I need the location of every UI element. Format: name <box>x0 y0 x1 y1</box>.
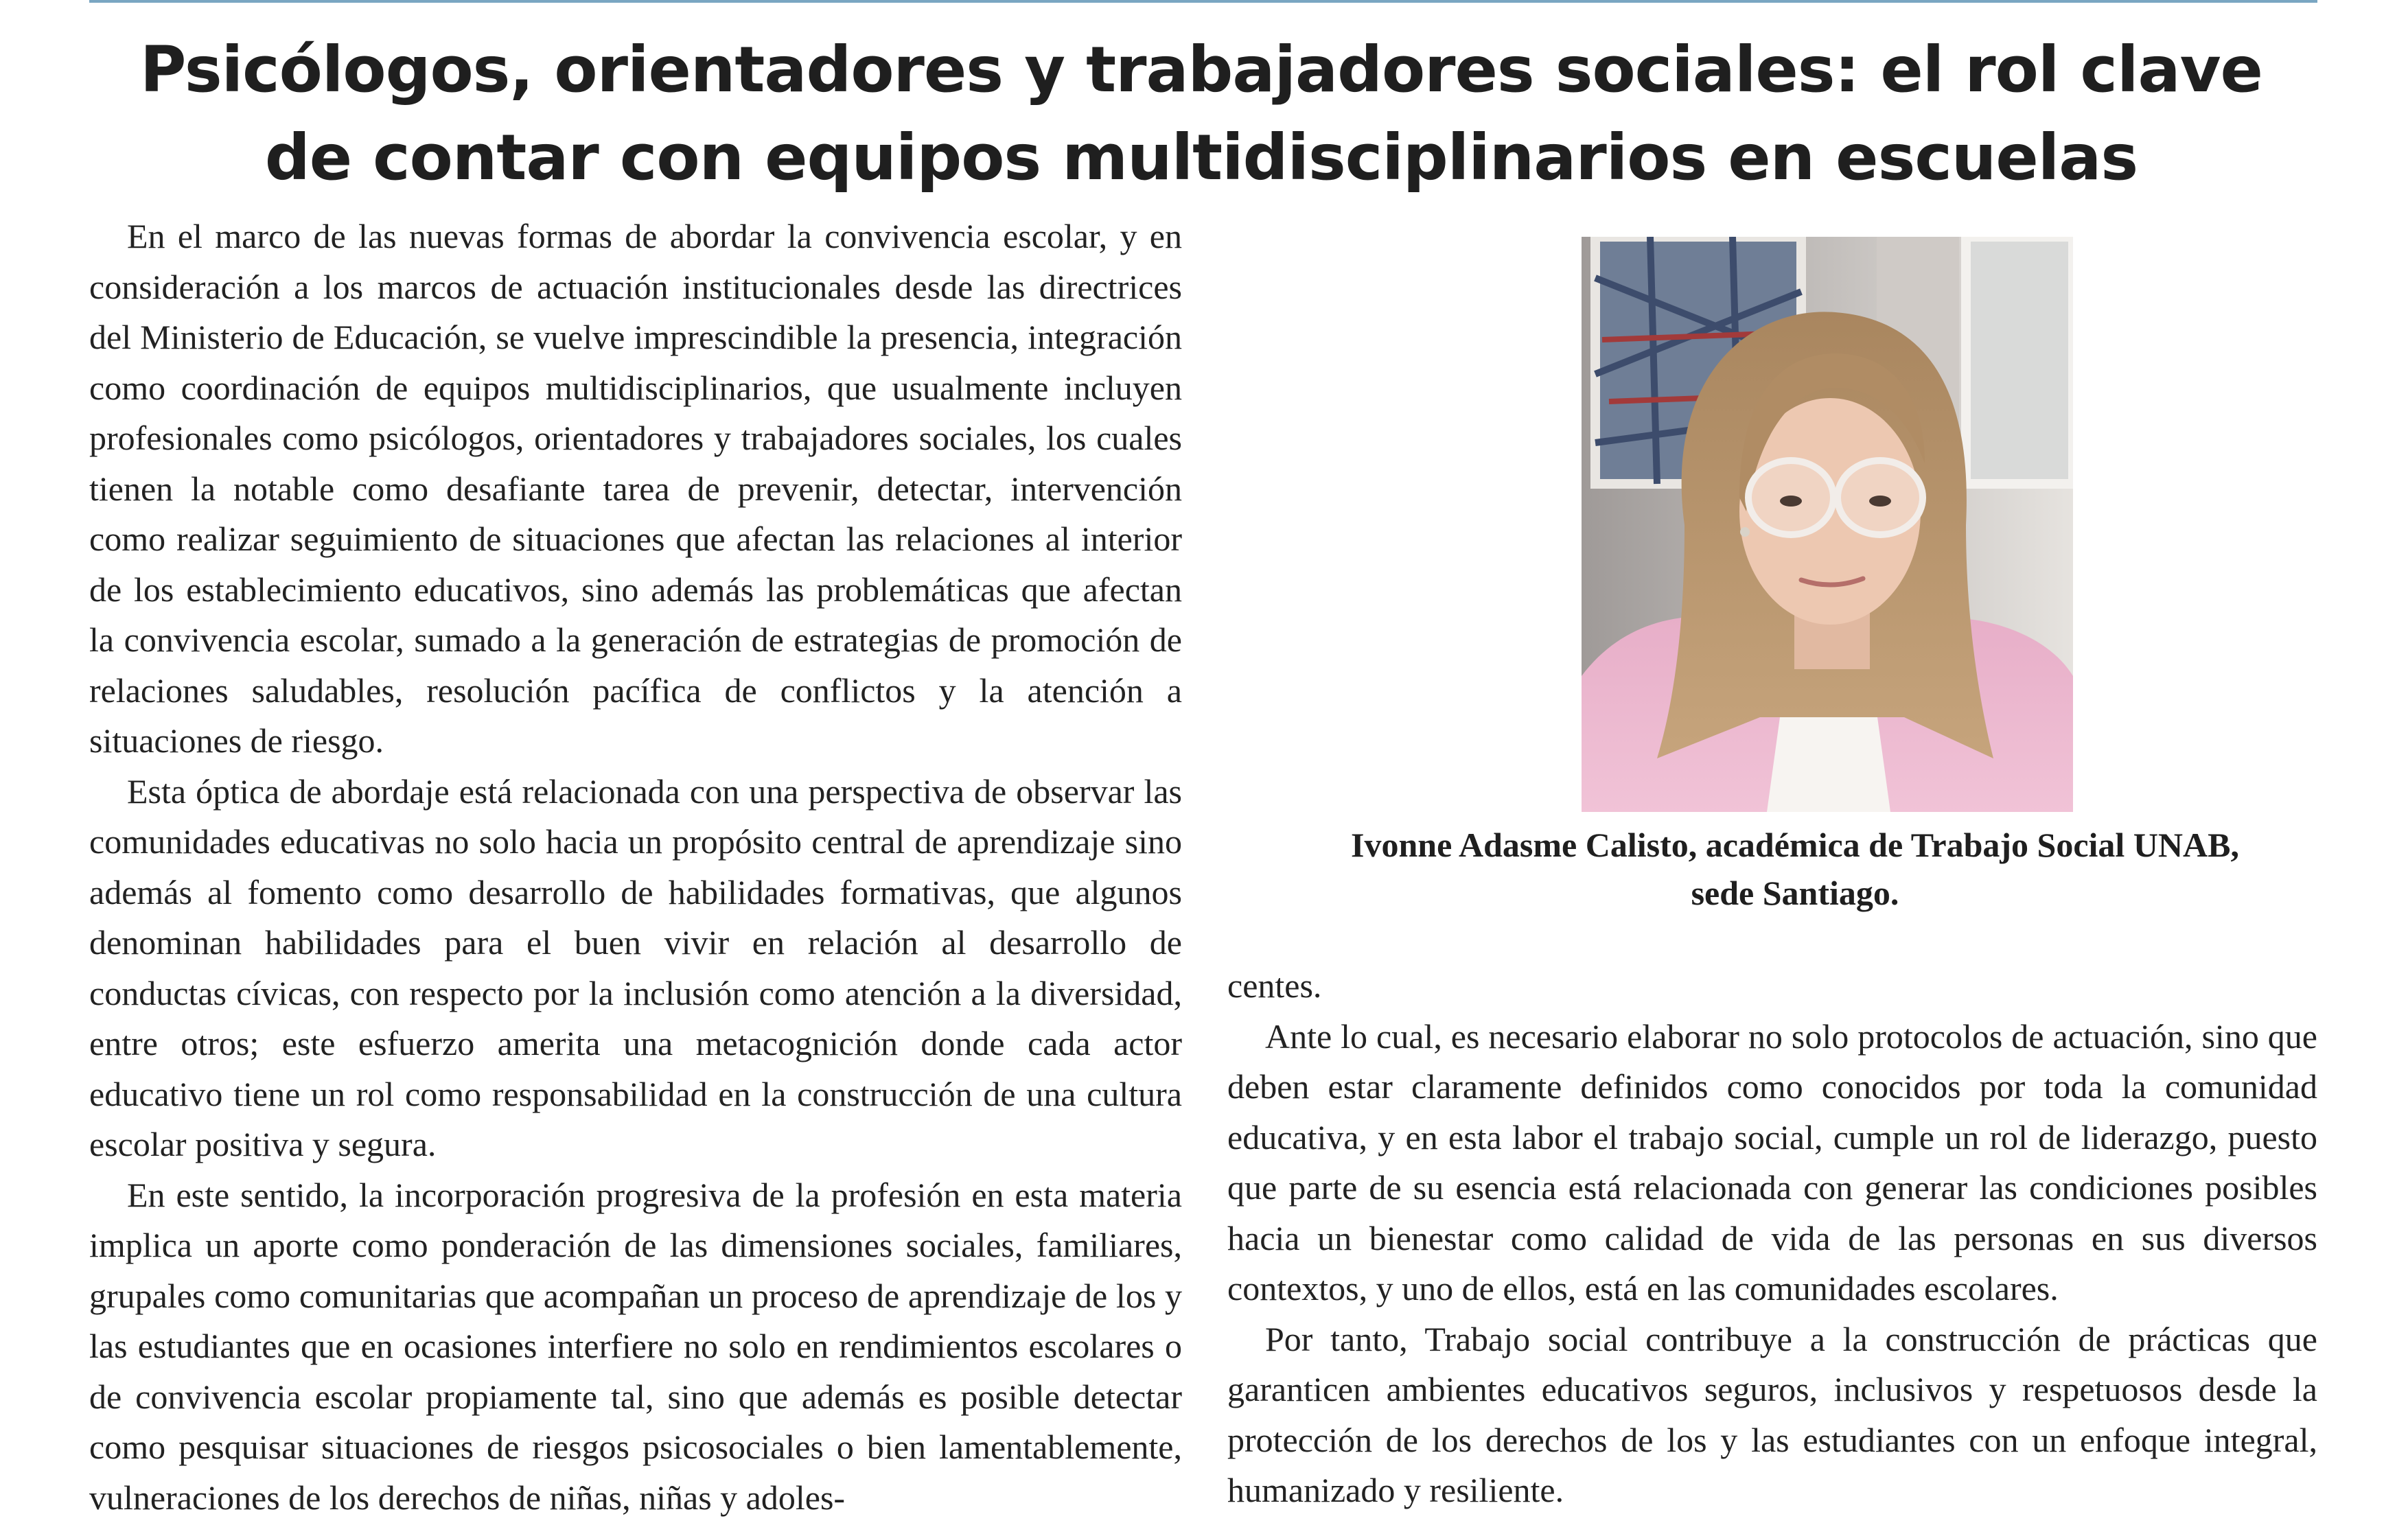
paragraph-5: Por tanto, Trabajo social contribuye a la construcción de prácticas que garanticen ambientes educativos seguros, inclusivos y respetuosos desde la protección de los derechos de los y las estudiantes con un enfoque integral, humanizado y resiliente. <box>1227 1314 2317 1516</box>
paragraph-3-continued: centes. <box>1227 961 2317 1012</box>
paragraph-4: Ante lo cual, es necesario elaborar no solo protocolos de actuación, sino que deben estar claramente definidos como conocidos por toda la comunidad educativa, y en esta labor el trabajo social, cumple un rol de liderazgo, puesto que parte de su esencia está relacionada con generar las condiciones posibles hacia un bienestar como calidad de vida de las personas en sus diversos contextos, y uno de ellos, está en las comunidades escolares. <box>1227 1012 2317 1314</box>
left-column <box>89 211 1182 1523</box>
paragraph-3: En este sentido, la incorporación progresiva de la profesión en esta materia implica un aporte como ponderación de las dimensiones sociales, familiares, grupales como comunitarias que acompañan un proceso de aprendizaje de los y las estudiantes que en ocasiones interfiere no solo en rendimientos escolares o de convivencia escolar propiamente tal, sino que además es posible detectar como pesquisar situaciones de riesgos psicosociales o bien lamentablemente, vulneraciones de los derechos de niñas, niñas y adoles- <box>89 1170 1182 1523</box>
top-rule <box>89 0 2317 3</box>
article-title: Psicólogos, orientadores y trabajadores sociales: el rol clave de contar con equipos multidisciplinarios en escuelas <box>103 26 2300 202</box>
portrait-photo <box>1582 237 2073 812</box>
paragraph-2: Esta óptica de abordaje está relacionada con una perspectiva de observar las comunidades educativas no solo hacia un propósito central de aprendizaje sino además al fomento como desarrollo de habilidades formativas, que algunos denominan habilidades para el buen vivir en relación al desarrollo de conductas cívicas, con respecto por la inclusión como atención a la diversidad, entre otros; este esfuerzo amerita una metacognición donde cada actor educativo tiene un rol como responsabilidad en la construcción de una cultura escolar positiva y segura. <box>89 767 1182 1170</box>
right-column <box>1227 961 2317 1516</box>
caption-line-2: sede Santiago. <box>1691 874 1899 912</box>
portrait-image <box>1582 237 2073 812</box>
caption-line-1: Ivonne Adasme Calisto, académica de Trabajo Social UNAB, <box>1351 826 2239 864</box>
paragraph-1: En el marco de las nuevas formas de abordar la convivencia escolar, y en consideración a los marcos de actuación institucionales desde las directrices del Ministerio de Educación, se vuelve imprescindible la presencia, integración como coordinación de equipos multidisciplinarios, que usualmente incluyen profesionales como psicólogos, orientadores y trabajadores sociales, los cuales tienen la notable como desafiante tarea de prevenir, detectar, intervención como realizar seguimiento de situaciones que afectan las relaciones al interior de los establecimiento educativos, sino además las problemáticas que afectan la convivencia escolar, sumado a la generación de estrategias de promoción de relaciones saludables, resolución pacífica de conflictos y la atención a situaciones de riesgo. <box>89 211 1182 767</box>
photo-caption <box>1290 821 2300 917</box>
